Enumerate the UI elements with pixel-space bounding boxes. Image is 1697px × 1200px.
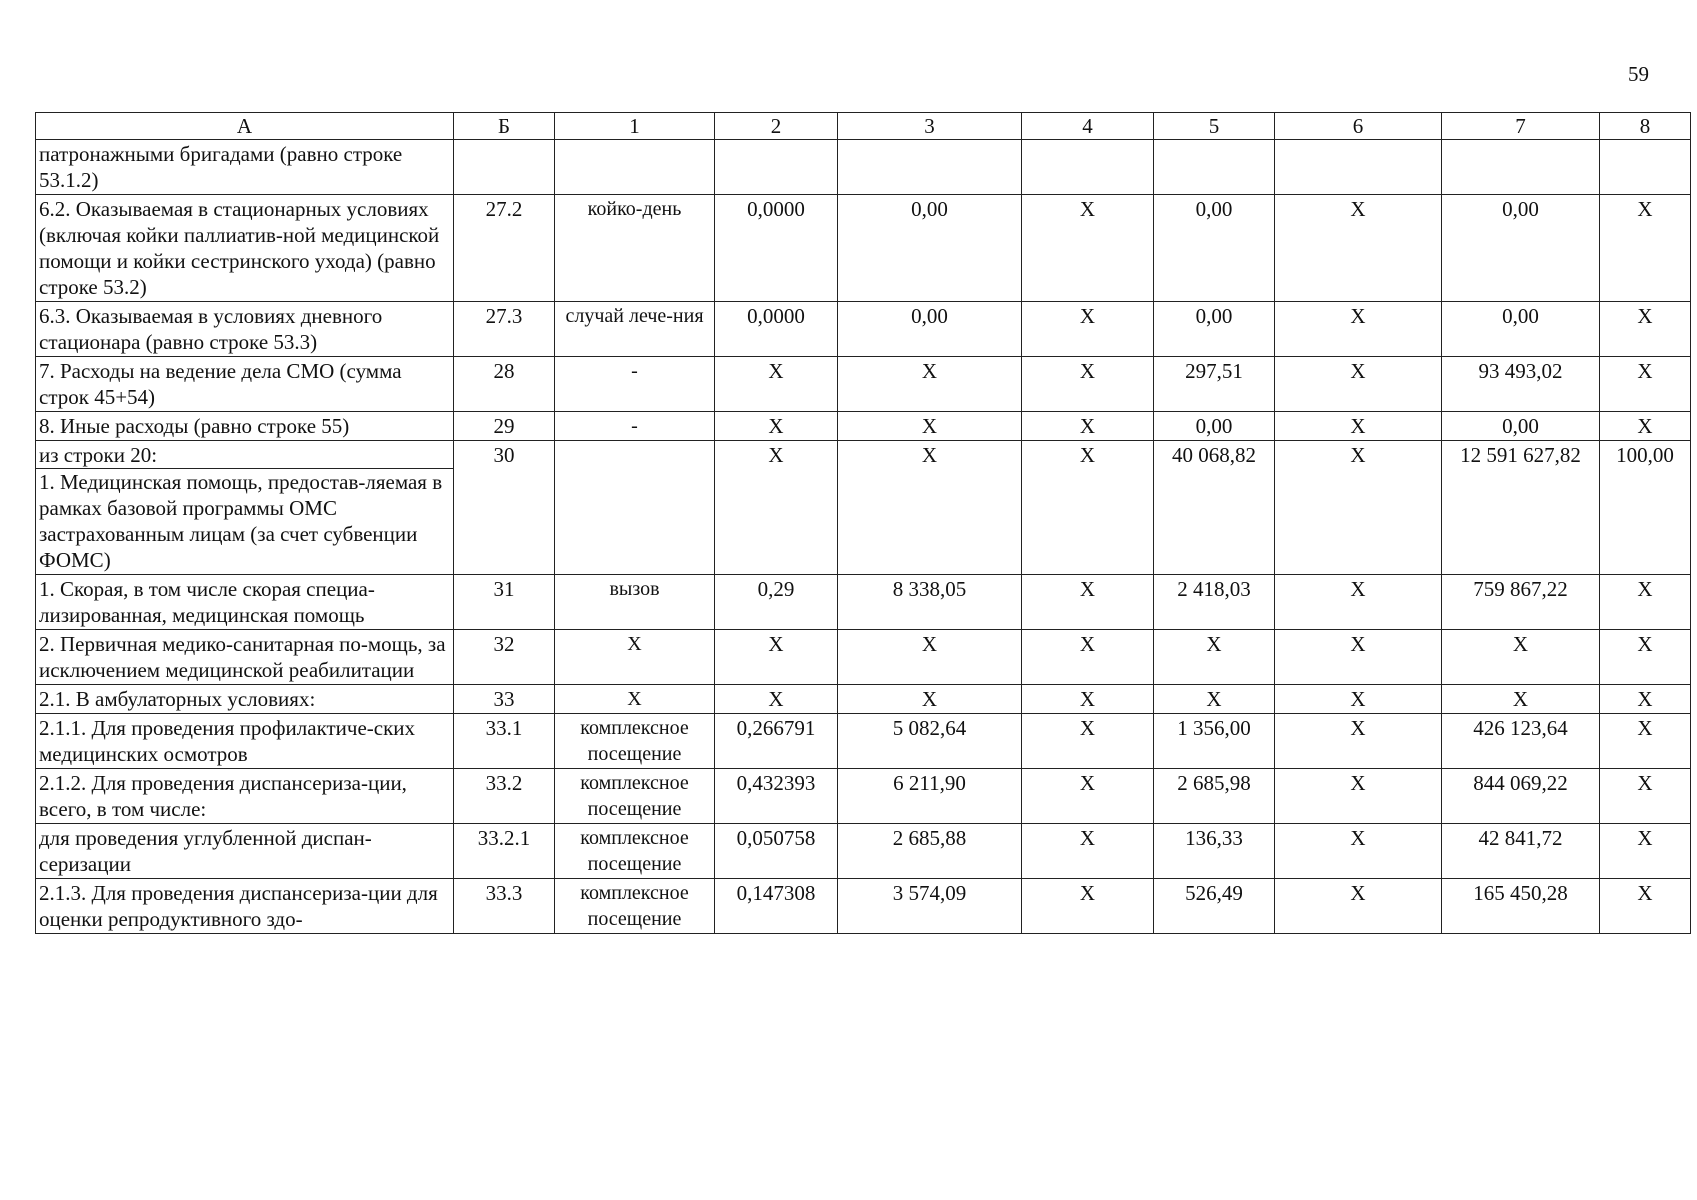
row-col-7: 12 591 627,82 xyxy=(1442,441,1600,575)
row-code: 28 xyxy=(454,357,555,412)
row-unit: комплексное посещение xyxy=(555,824,715,879)
row-col-6: X xyxy=(1275,714,1442,769)
row-unit xyxy=(555,140,715,195)
row-col-6 xyxy=(1275,140,1442,195)
row-col-2: X xyxy=(715,441,838,575)
row-col-6: X xyxy=(1275,824,1442,879)
row-col-8: 100,00 xyxy=(1600,441,1691,575)
row-unit: комплексное посещение xyxy=(555,879,715,934)
row-col-2: 0,050758 xyxy=(715,824,838,879)
table-row xyxy=(36,575,1691,630)
row-col-8: X xyxy=(1600,357,1691,412)
row-code: 33.2 xyxy=(454,769,555,824)
row-col-2: X xyxy=(715,685,838,714)
row-unit: койко-день xyxy=(555,195,715,302)
row-col-4: X xyxy=(1022,630,1154,685)
row-col-3: X xyxy=(838,412,1022,441)
row-col-2 xyxy=(715,140,838,195)
row-col-7: X xyxy=(1442,630,1600,685)
row-name: патронажными бригадами (равно строке 53.1.2) xyxy=(36,140,454,195)
table-row xyxy=(36,824,1691,879)
row-col-4: X xyxy=(1022,879,1154,934)
row-col-8: X xyxy=(1600,879,1691,934)
row-code: 33.3 xyxy=(454,879,555,934)
row-col-6: X xyxy=(1275,412,1442,441)
row-col-3: X xyxy=(838,441,1022,575)
row-unit: - xyxy=(555,412,715,441)
row-name: 6.2. Оказываемая в стационарных условиях (включая койки паллиатив-ной медицинской помощи и койки сестринского ухода) (равно строке 53.2) xyxy=(36,195,454,302)
row-name-part-1: из строки 20: xyxy=(39,443,158,467)
row-col-5 xyxy=(1154,140,1275,195)
row-col-4: X xyxy=(1022,769,1154,824)
row-col-2: 0,147308 xyxy=(715,879,838,934)
row-col-2: 0,266791 xyxy=(715,714,838,769)
row-col-4: X xyxy=(1022,195,1154,302)
header-col-8: 8 xyxy=(1600,113,1691,140)
row-col-7: 42 841,72 xyxy=(1442,824,1600,879)
row-col-8: X xyxy=(1600,630,1691,685)
row-col-7: 426 123,64 xyxy=(1442,714,1600,769)
row-unit: X xyxy=(555,630,715,685)
row-col-4 xyxy=(1022,140,1154,195)
row-col-2: 0,29 xyxy=(715,575,838,630)
header-col-6: 6 xyxy=(1275,113,1442,140)
row-col-7: 93 493,02 xyxy=(1442,357,1600,412)
row-col-3 xyxy=(838,140,1022,195)
header-col-4: 4 xyxy=(1022,113,1154,140)
row-unit: X xyxy=(555,685,715,714)
row-name-part-2: 1. Медицинская помощь, предостав-ляемая в рамках базовой программы ОМС застрахованным лицам (за счет субвенции ФОМС) xyxy=(36,468,453,573)
row-col-2: 0,0000 xyxy=(715,302,838,357)
row-col-8: X xyxy=(1600,714,1691,769)
row-col-7: 844 069,22 xyxy=(1442,769,1600,824)
row-name: 6.3. Оказываемая в условиях дневного стационара (равно строке 53.3) xyxy=(36,302,454,357)
row-unit: комплексное посещение xyxy=(555,714,715,769)
row-col-4: X xyxy=(1022,302,1154,357)
row-col-8: X xyxy=(1600,195,1691,302)
row-col-6: X xyxy=(1275,195,1442,302)
row-code: 33.1 xyxy=(454,714,555,769)
header-col-b: Б xyxy=(454,113,555,140)
row-code: 33.2.1 xyxy=(454,824,555,879)
row-col-6: X xyxy=(1275,630,1442,685)
row-col-8: X xyxy=(1600,302,1691,357)
row-unit xyxy=(555,441,715,575)
row-col-8: X xyxy=(1600,685,1691,714)
row-col-3: X xyxy=(838,357,1022,412)
row-col-7: 759 867,22 xyxy=(1442,575,1600,630)
table-body xyxy=(36,140,1691,934)
header-col-7: 7 xyxy=(1442,113,1600,140)
row-col-5: 136,33 xyxy=(1154,824,1275,879)
row-col-6: X xyxy=(1275,357,1442,412)
row-col-4: X xyxy=(1022,441,1154,575)
table-row xyxy=(36,140,1691,195)
row-col-4: X xyxy=(1022,357,1154,412)
table-row xyxy=(36,302,1691,357)
row-code: 27.2 xyxy=(454,195,555,302)
row-col-8 xyxy=(1600,140,1691,195)
row-col-7: 0,00 xyxy=(1442,195,1600,302)
row-col-5: 0,00 xyxy=(1154,195,1275,302)
table-row xyxy=(36,879,1691,934)
row-col-6: X xyxy=(1275,575,1442,630)
row-col-3: 3 574,09 xyxy=(838,879,1022,934)
row-col-6: X xyxy=(1275,441,1442,575)
row-col-2: X xyxy=(715,357,838,412)
row-name: 8. Иные расходы (равно строке 55) xyxy=(36,412,454,441)
row-col-5: 0,00 xyxy=(1154,412,1275,441)
header-col-a: А xyxy=(36,113,454,140)
row-col-2: X xyxy=(715,630,838,685)
row-name: 2.1.3. Для проведения диспансериза-ции для оценки репродуктивного здо- xyxy=(36,879,454,934)
row-code: 27.3 xyxy=(454,302,555,357)
row-col-6: X xyxy=(1275,685,1442,714)
row-code: 33 xyxy=(454,685,555,714)
row-col-5: 40 068,82 xyxy=(1154,441,1275,575)
row-col-8: X xyxy=(1600,824,1691,879)
row-col-7: 0,00 xyxy=(1442,302,1600,357)
row-col-6: X xyxy=(1275,879,1442,934)
row-col-5: X xyxy=(1154,685,1275,714)
header-col-2: 2 xyxy=(715,113,838,140)
row-col-3: 0,00 xyxy=(838,302,1022,357)
row-col-2: 0,0000 xyxy=(715,195,838,302)
row-code: 31 xyxy=(454,575,555,630)
row-col-7 xyxy=(1442,140,1600,195)
table-row xyxy=(36,685,1691,714)
row-name: 1. Скорая, в том числе скорая специа-лизированная, медицинская помощь xyxy=(36,575,454,630)
table-header xyxy=(36,113,1691,140)
row-col-8: X xyxy=(1600,769,1691,824)
row-col-4: X xyxy=(1022,575,1154,630)
row-unit: случай лече-ния xyxy=(555,302,715,357)
page-number: 59 xyxy=(1628,62,1649,86)
row-col-4: X xyxy=(1022,412,1154,441)
row-code: 29 xyxy=(454,412,555,441)
row-col-4: X xyxy=(1022,685,1154,714)
row-col-3: 8 338,05 xyxy=(838,575,1022,630)
row-col-2: X xyxy=(715,412,838,441)
row-code xyxy=(454,140,555,195)
row-col-3: 6 211,90 xyxy=(838,769,1022,824)
row-name: 2.1.1. Для проведения профилактиче-ских медицинских осмотров xyxy=(36,714,454,769)
row-col-8: X xyxy=(1600,412,1691,441)
row-col-2: 0,432393 xyxy=(715,769,838,824)
row-col-7: 165 450,28 xyxy=(1442,879,1600,934)
row-col-5: 297,51 xyxy=(1154,357,1275,412)
row-col-6: X xyxy=(1275,769,1442,824)
row-col-3: X xyxy=(838,685,1022,714)
table-row xyxy=(36,769,1691,824)
row-col-7: 0,00 xyxy=(1442,412,1600,441)
row-col-7: X xyxy=(1442,685,1600,714)
table-row xyxy=(36,630,1691,685)
table-row xyxy=(36,441,1691,575)
row-name xyxy=(36,441,454,575)
row-col-3: 0,00 xyxy=(838,195,1022,302)
table-row xyxy=(36,357,1691,412)
row-code: 30 xyxy=(454,441,555,575)
row-unit: вызов xyxy=(555,575,715,630)
row-col-4: X xyxy=(1022,824,1154,879)
row-col-5: 1 356,00 xyxy=(1154,714,1275,769)
header-col-1: 1 xyxy=(555,113,715,140)
row-col-5: X xyxy=(1154,630,1275,685)
row-col-5: 526,49 xyxy=(1154,879,1275,934)
table-row xyxy=(36,714,1691,769)
row-col-8: X xyxy=(1600,575,1691,630)
row-name: 7. Расходы на ведение дела СМО (сумма строк 45+54) xyxy=(36,357,454,412)
row-col-4: X xyxy=(1022,714,1154,769)
header-col-5: 5 xyxy=(1154,113,1275,140)
table-row xyxy=(36,195,1691,302)
row-col-5: 0,00 xyxy=(1154,302,1275,357)
row-unit: комплексное посещение xyxy=(555,769,715,824)
financial-table xyxy=(35,112,1691,934)
row-col-3: 2 685,88 xyxy=(838,824,1022,879)
row-unit: - xyxy=(555,357,715,412)
row-col-3: X xyxy=(838,630,1022,685)
row-name: для проведения углубленной диспан-серизации xyxy=(36,824,454,879)
row-col-5: 2 418,03 xyxy=(1154,575,1275,630)
row-name: 2. Первичная медико-санитарная по-мощь, за исключением медицинской реабилитации xyxy=(36,630,454,685)
row-col-6: X xyxy=(1275,302,1442,357)
header-row xyxy=(36,113,1691,140)
row-code: 32 xyxy=(454,630,555,685)
header-col-3: 3 xyxy=(838,113,1022,140)
row-name: 2.1. В амбулаторных условиях: xyxy=(36,685,454,714)
row-col-5: 2 685,98 xyxy=(1154,769,1275,824)
row-col-3: 5 082,64 xyxy=(838,714,1022,769)
row-name: 2.1.2. Для проведения диспансериза-ции, всего, в том числе: xyxy=(36,769,454,824)
table-row xyxy=(36,412,1691,441)
